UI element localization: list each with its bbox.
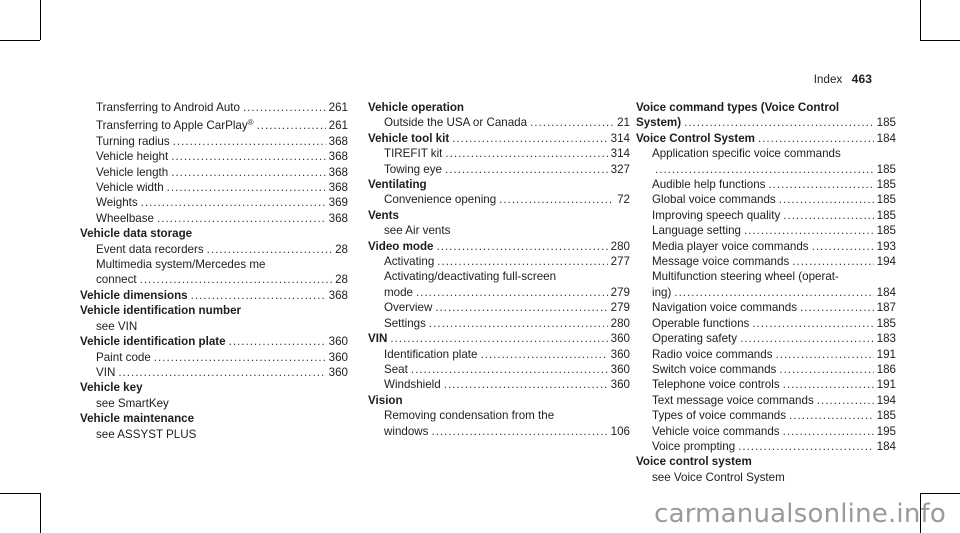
index-subentry-text: Removing condensation from the: [384, 409, 555, 423]
page-reference[interactable]: 368: [328, 181, 348, 195]
entry-label: [652, 347, 773, 362]
index-subentry[interactable]: [368, 162, 630, 177]
index-subentry-text: Multifunction steering wheel (operat-: [652, 270, 839, 284]
label-text: Vehicle width: [96, 181, 164, 195]
label-text: Audible help functions: [652, 178, 766, 192]
page-reference[interactable]: 185: [876, 224, 896, 238]
entry-label: [96, 134, 170, 149]
dot-leader: [744, 223, 874, 238]
label-text: Vehicle key: [80, 381, 143, 395]
heading-label: [636, 454, 752, 469]
label-text: Operable functions: [652, 316, 750, 330]
entry-label: [96, 195, 138, 210]
page-reference[interactable]: 195: [876, 424, 896, 438]
dot-leader: [674, 285, 873, 300]
dot-leader: [480, 347, 607, 362]
entry-label: [652, 285, 671, 300]
entry-label: [96, 100, 240, 115]
dot-leader: [738, 439, 874, 454]
entry-label: [96, 149, 168, 164]
page-reference[interactable]: 191: [876, 347, 896, 361]
entry-label: [384, 300, 432, 315]
page-reference[interactable]: 314: [610, 147, 630, 161]
label-text: Global voice commands: [652, 193, 776, 207]
dot-leader: [792, 254, 873, 269]
index-subentry[interactable]: [636, 254, 896, 269]
index-subentry[interactable]: [368, 347, 630, 362]
heading-label: [80, 411, 194, 426]
page-reference[interactable]: 183: [876, 332, 896, 346]
heading-label: [80, 288, 188, 303]
heading-label: [80, 380, 143, 395]
index-heading: Voice command types (Voice Control: [636, 101, 840, 114]
label-text: Identification plate: [384, 347, 478, 361]
dot-leader: [437, 239, 608, 254]
page-reference[interactable]: 368: [328, 211, 348, 225]
label-text: TIREFIT kit: [384, 147, 443, 161]
page-reference[interactable]: 184: [876, 285, 896, 299]
index-subentry[interactable]: [80, 134, 348, 149]
label-text: VIN: [368, 332, 388, 346]
index-heading[interactable]: [80, 288, 348, 303]
label-text: Settings: [384, 316, 426, 330]
index-subentry[interactable]: [368, 377, 630, 392]
index-subentry[interactable]: [368, 300, 630, 315]
label-text: Operating safety: [652, 332, 738, 346]
label-text: Voice Control System: [636, 131, 755, 145]
entry-label: [384, 254, 434, 269]
index-subentry[interactable]: [80, 350, 348, 365]
label-text: Vehicle identification plate: [80, 335, 226, 349]
index-subentry[interactable]: [636, 347, 896, 362]
index-heading: [368, 177, 630, 192]
index-subentry[interactable]: [636, 408, 896, 423]
dot-leader: [530, 115, 614, 130]
index-subentry-text: Activating/deactivating full-screen: [384, 270, 557, 284]
page-reference[interactable]: 72: [617, 193, 630, 207]
label-text: Vision: [368, 393, 403, 407]
label-text: Navigation voice commands: [652, 301, 797, 315]
heading-label: [636, 115, 681, 130]
dot-leader: [207, 242, 332, 257]
heading-label: [80, 334, 226, 349]
entry-label: [96, 365, 115, 380]
index-subentry-text: Application specific voice commands: [652, 147, 841, 161]
page-reference[interactable]: 368: [328, 288, 348, 302]
label-text: Vehicle operation: [368, 101, 464, 114]
index-subentry-text: see SmartKey: [96, 396, 169, 410]
index-subentry[interactable]: [368, 362, 630, 377]
label-text: Message voice commands: [652, 255, 790, 269]
index-subentry[interactable]: [636, 424, 896, 439]
page-reference[interactable]: 280: [610, 316, 630, 330]
dot-leader: [191, 288, 326, 303]
label-text: Turning radius: [96, 134, 170, 148]
label-text: Video mode: [368, 239, 434, 253]
label-text: Transferring to Android Auto: [96, 101, 240, 114]
entry-label: [96, 350, 151, 365]
index-subentry-text: see VIN: [96, 319, 138, 333]
heading-label: [368, 131, 449, 146]
page-reference[interactable]: 368: [328, 165, 348, 179]
entry-label: [384, 192, 496, 207]
entry-label: [384, 424, 428, 439]
entry-label: [652, 254, 789, 269]
entry-label: [96, 180, 164, 195]
page-reference[interactable]: 261: [328, 101, 348, 114]
watermark: carmanualsonline.info: [654, 499, 946, 529]
page-reference[interactable]: 369: [328, 196, 348, 210]
page-reference[interactable]: 185: [876, 316, 896, 330]
entry-label: [384, 146, 442, 161]
index-subentry[interactable]: [636, 439, 896, 454]
page-reference[interactable]: 368: [328, 150, 348, 164]
entry-label: [652, 192, 776, 207]
entry-label: [652, 377, 780, 392]
index-subentry[interactable]: [636, 362, 896, 377]
label-text: Vehicle maintenance: [80, 412, 195, 426]
entry-label: [384, 115, 527, 130]
label-text: mode: [384, 285, 414, 299]
dot-leader: [445, 162, 608, 177]
label-text: Seat: [384, 362, 408, 376]
dot-leader: [431, 424, 607, 439]
index-subentry[interactable]: [80, 365, 348, 380]
heading-label: [80, 226, 192, 241]
index-subentry[interactable]: [80, 115, 348, 133]
dot-leader: [416, 285, 608, 300]
entry-label: [384, 285, 413, 300]
heading-label: [368, 393, 403, 408]
label-text: Media player voice commands: [652, 239, 809, 253]
index-heading[interactable]: [368, 131, 630, 146]
index-column-2: [368, 100, 630, 439]
page-reference[interactable]: 360: [328, 335, 348, 349]
page-reference[interactable]: 368: [328, 134, 348, 148]
label-text: Switch voice commands: [652, 362, 777, 376]
page-reference[interactable]: 360: [328, 365, 348, 379]
page-reference[interactable]: 28: [335, 273, 348, 287]
label-text: Convenience opening: [384, 193, 497, 207]
dot-leader: [118, 365, 325, 380]
dot-leader: [444, 377, 608, 392]
label-text: Voice prompting: [652, 439, 736, 453]
index-subentry[interactable]: [636, 300, 896, 315]
label-text: Vehicle height: [96, 150, 169, 164]
index-column-3: [636, 100, 896, 485]
dot-leader: [499, 192, 614, 207]
heading-label: [368, 177, 427, 192]
heading-label: [368, 239, 434, 254]
dot-leader: [452, 131, 607, 146]
label-text: Windshield: [384, 378, 441, 392]
index-heading[interactable]: [80, 334, 348, 349]
index-subentry[interactable]: [80, 165, 348, 180]
entry-label: [384, 316, 426, 331]
page-reference[interactable]: 280: [610, 239, 630, 253]
label-text: Vehicle identification number: [80, 304, 242, 318]
index-subentry[interactable]: [80, 195, 348, 210]
index-subentry[interactable]: [636, 239, 896, 254]
dot-leader: [776, 347, 874, 362]
dot-leader: [779, 362, 873, 377]
label-text: Event data recorders: [96, 242, 204, 256]
label-text: Radio voice commands: [652, 347, 773, 361]
index-heading[interactable]: [368, 331, 630, 346]
label-text: Weights: [96, 196, 138, 210]
index-subentry[interactable]: [636, 331, 896, 346]
dot-leader: [140, 272, 332, 287]
label-text: Ventilating: [368, 178, 427, 192]
dot-leader: [655, 162, 874, 177]
crop-mark: [0, 493, 40, 494]
dot-leader: [411, 362, 608, 377]
dot-leader: [783, 424, 874, 439]
entry-label: [96, 211, 154, 226]
label-text: Activating: [384, 255, 435, 269]
label-text: Vehicle tool kit: [368, 131, 450, 145]
page-reference[interactable]: 185: [876, 178, 896, 192]
page-reference[interactable]: 187: [876, 301, 896, 315]
dot-leader: [445, 146, 607, 161]
page-reference[interactable]: 185: [876, 208, 896, 222]
label-text: windows: [384, 424, 429, 438]
entry-label: [652, 177, 765, 192]
label-text: ing): [652, 285, 672, 299]
index-heading: [368, 100, 630, 115]
page-reference[interactable]: 185: [876, 162, 896, 176]
label-text: Outside the USA or Canada: [384, 116, 528, 130]
page-reference[interactable]: 185: [876, 193, 896, 207]
label-text: Paint code: [96, 350, 151, 364]
dot-leader: [173, 134, 326, 149]
entry-label: [652, 408, 786, 423]
page-reference[interactable]: 191: [876, 378, 896, 392]
entry-label: [652, 393, 814, 408]
registered-mark: ®: [247, 118, 254, 128]
entry-label: [652, 223, 741, 238]
index-subentry[interactable]: [368, 285, 630, 300]
dot-leader: [229, 334, 326, 349]
heading-label: [80, 303, 241, 318]
crop-mark: [40, 493, 41, 533]
label-text: VIN: [96, 365, 116, 379]
page-reference[interactable]: 194: [876, 255, 896, 269]
section-title: Index: [813, 74, 843, 86]
index-subentry-text: see Voice Control System: [652, 470, 785, 484]
dot-leader: [154, 350, 326, 365]
label-text: Telephone voice controls: [652, 378, 780, 392]
label-text: Transferring to Apple CarPlay: [96, 119, 248, 133]
dot-leader: [812, 239, 874, 254]
index-subentry[interactable]: [636, 177, 896, 192]
entry-label: [384, 162, 442, 177]
label-text: Text message voice commands: [652, 393, 814, 407]
dot-leader: [157, 211, 326, 226]
label-text: Types of voice commands: [652, 409, 787, 423]
page-header: [814, 72, 872, 86]
entry-label: [652, 331, 737, 346]
index-subentry[interactable]: [636, 377, 896, 392]
index-subentry[interactable]: [636, 162, 896, 177]
heading-label: [636, 131, 755, 146]
entry-label: [96, 115, 254, 133]
page-reference[interactable]: 360: [610, 378, 630, 392]
dot-leader: [789, 408, 874, 423]
page-reference[interactable]: 279: [610, 285, 630, 299]
dot-leader: [758, 131, 874, 146]
dot-leader: [740, 331, 874, 346]
index-heading: [368, 393, 630, 408]
label-text: Vents: [368, 208, 399, 222]
page-reference[interactable]: 185: [876, 409, 896, 423]
entry-label: [652, 316, 749, 331]
dot-leader: [141, 195, 326, 210]
index-subentry[interactable]: [368, 115, 630, 130]
dot-leader: [429, 316, 608, 331]
entry-label: [652, 424, 780, 439]
index-heading: [80, 226, 348, 241]
index-subentry[interactable]: [368, 192, 630, 207]
label-text: Overview: [384, 301, 433, 315]
page-reference[interactable]: 185: [876, 116, 896, 130]
entry-label: [652, 208, 780, 223]
label-text: connect: [96, 273, 137, 287]
page-reference[interactable]: 184: [876, 439, 896, 453]
page-reference[interactable]: 314: [610, 131, 630, 145]
page-reference[interactable]: 327: [610, 162, 630, 176]
dot-leader: [243, 100, 326, 115]
entry-label: [384, 362, 408, 377]
entry-label: [652, 439, 735, 454]
index-subentry-text: see ASSYST PLUS: [96, 427, 197, 441]
label-text: Vehicle length: [96, 165, 169, 179]
index-subentry[interactable]: [80, 242, 348, 257]
label-text: Language setting: [652, 224, 741, 238]
entry-label: [96, 165, 168, 180]
page-reference[interactable]: 360: [610, 332, 630, 346]
index-subentry[interactable]: [368, 146, 630, 161]
index-heading: [636, 454, 896, 469]
page-reference[interactable]: 186: [876, 362, 896, 376]
crop-mark: [40, 0, 41, 40]
dot-leader: [390, 331, 607, 346]
index-subentry[interactable]: [636, 192, 896, 207]
label-text: Wheelbase: [96, 211, 155, 225]
page-reference[interactable]: 360: [610, 347, 630, 361]
index-subentry[interactable]: [636, 208, 896, 223]
heading-label: [368, 100, 464, 115]
label-text: Improving speech quality: [652, 208, 781, 222]
page-reference[interactable]: 28: [335, 242, 348, 256]
page-reference[interactable]: 277: [610, 255, 630, 269]
entry-label: [96, 242, 204, 257]
dot-leader: [752, 316, 873, 331]
index-subentry-text: see Air vents: [384, 224, 451, 238]
entry-label: [652, 300, 797, 315]
label-text: Vehicle dimensions: [80, 288, 188, 302]
page-reference[interactable]: 261: [328, 119, 348, 133]
entry-label: [96, 272, 137, 287]
dot-leader: [257, 118, 326, 133]
index-subentry[interactable]: [80, 100, 348, 115]
index-heading[interactable]: [636, 115, 896, 130]
dot-leader: [167, 180, 326, 195]
index-subentry[interactable]: [368, 254, 630, 269]
page-number: 463: [851, 72, 872, 86]
crop-mark: [920, 40, 960, 41]
index-subentry[interactable]: [80, 180, 348, 195]
dot-leader: [800, 300, 874, 315]
index-heading: [80, 411, 348, 426]
index-subentry[interactable]: [636, 285, 896, 300]
page-reference[interactable]: 21: [617, 116, 630, 130]
crop-mark: [920, 0, 921, 40]
dot-leader: [783, 208, 873, 223]
label-text: System): [636, 116, 682, 130]
index-subentry[interactable]: [80, 211, 348, 226]
dot-leader: [171, 165, 325, 180]
index-heading: [368, 208, 630, 223]
index-heading: [80, 380, 348, 395]
page-reference[interactable]: 194: [876, 393, 896, 407]
page-reference[interactable]: 184: [876, 131, 896, 145]
index-heading[interactable]: [636, 131, 896, 146]
dot-leader: [783, 377, 874, 392]
dot-leader: [437, 254, 607, 269]
entry-label: [652, 239, 809, 254]
index-column-1: [80, 100, 348, 442]
entry-label: [384, 347, 477, 362]
index-heading[interactable]: [368, 239, 630, 254]
dot-leader: [817, 393, 874, 408]
page-reference[interactable]: 360: [610, 362, 630, 376]
heading-label: [368, 208, 399, 223]
index-subentry[interactable]: [368, 424, 630, 439]
entry-label: [652, 362, 776, 377]
label-text: Vehicle voice commands: [652, 424, 780, 438]
entry-label: [384, 377, 441, 392]
index-subentry[interactable]: [636, 393, 896, 408]
crop-mark: [920, 493, 960, 494]
dot-leader: [779, 192, 874, 207]
label-text: Vehicle data storage: [80, 227, 193, 241]
index-subentry[interactable]: [80, 272, 348, 287]
index-subentry[interactable]: [636, 316, 896, 331]
page-reference[interactable]: 279: [610, 301, 630, 315]
dot-leader: [768, 177, 873, 192]
page-reference[interactable]: 360: [328, 350, 348, 364]
index-subentry-text: Multimedia system/Mercedes me: [96, 258, 266, 272]
index-subentry[interactable]: [80, 149, 348, 164]
dot-leader: [171, 149, 325, 164]
index-subentry[interactable]: [636, 223, 896, 238]
heading-label: [368, 331, 387, 346]
dot-leader: [684, 115, 874, 130]
page-reference[interactable]: 193: [876, 239, 896, 253]
label-text: Voice control system: [636, 455, 752, 469]
index-subentry[interactable]: [368, 316, 630, 331]
index-heading: [80, 303, 348, 318]
crop-mark: [0, 40, 40, 41]
page-reference[interactable]: 106: [610, 424, 630, 438]
label-text: Towing eye: [384, 162, 443, 176]
dot-leader: [435, 300, 607, 315]
